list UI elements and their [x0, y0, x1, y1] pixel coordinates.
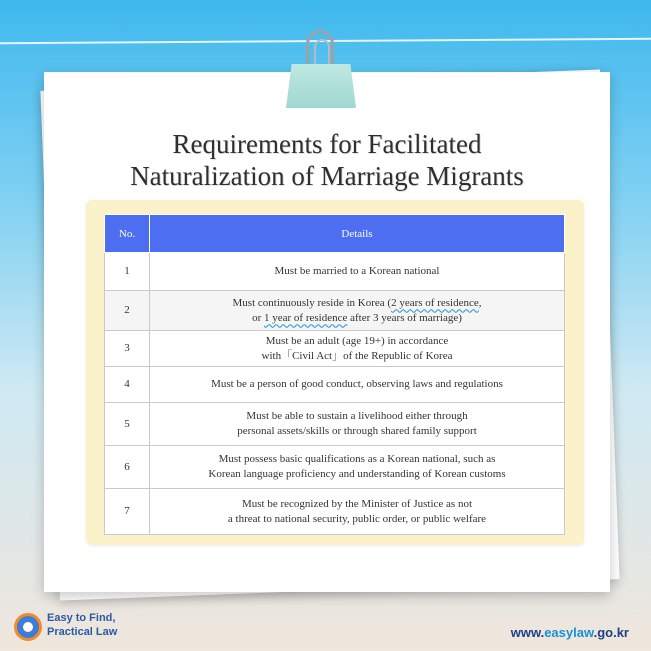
row-number: 2: [105, 291, 150, 331]
page-title: [44, 128, 610, 192]
header-no: No.: [105, 215, 150, 253]
url-suffix: .go.kr: [593, 625, 629, 640]
row-number: 5: [105, 403, 150, 446]
row-number: 3: [105, 331, 150, 367]
row-details: Must be a person of good conduct, observing laws and regulations: [150, 367, 565, 403]
table-row: [105, 253, 565, 291]
url-accent: easylaw: [544, 625, 594, 640]
logo-line-1: Easy to Find,: [47, 612, 116, 624]
row-number: 4: [105, 367, 150, 403]
row-number: 6: [105, 446, 150, 489]
table-row: [105, 446, 565, 489]
details-text: after 3 years of marriage): [347, 311, 462, 324]
logo-text: [47, 611, 117, 639]
highlight-two-years: 2 years of residence: [391, 296, 479, 309]
binder-clip-wire: [306, 30, 334, 68]
table-row: [105, 403, 565, 446]
highlight-one-year: 1 year of residence: [264, 311, 348, 324]
logo-icon: [14, 613, 42, 641]
table-row: [105, 489, 565, 535]
url-prefix: www.: [510, 625, 545, 640]
requirements-table: [104, 214, 565, 535]
row-details: [150, 291, 565, 331]
row-details: Must be married to a Korean national: [150, 253, 565, 291]
table-row: [105, 331, 565, 367]
table-row: [105, 367, 565, 403]
title-line-2: Naturalization of Marriage Migrants: [130, 161, 524, 191]
row-details: Must be able to sustain a livelihood either through personal assets/skills or through shared family support: [150, 403, 565, 446]
row-details: Must possess basic qualifications as a Korean national, such as Korean language proficiency and understanding of Korean customs: [150, 446, 565, 489]
table-header-row: [105, 215, 565, 253]
row-details: Must be recognized by the Minister of Justice as not a threat to national security, public order, or public welfare: [150, 489, 565, 535]
details-text: Must continuously reside in Korea (: [232, 296, 392, 309]
easylaw-logo: [14, 611, 174, 645]
row-number: 1: [105, 253, 150, 291]
row-details: Must be an adult (age 19+) in accordance with「Civil Act」of the Republic of Korea: [150, 331, 565, 367]
header-details: Details: [150, 215, 565, 253]
site-url: [511, 625, 629, 640]
logo-line-2: Practical Law: [47, 626, 118, 638]
table-row: [105, 291, 565, 331]
binder-clip-icon: [286, 64, 356, 108]
title-line-1: Requirements for Facilitated: [172, 129, 482, 159]
details-text: , or: [252, 296, 482, 324]
row-number: 7: [105, 489, 150, 535]
